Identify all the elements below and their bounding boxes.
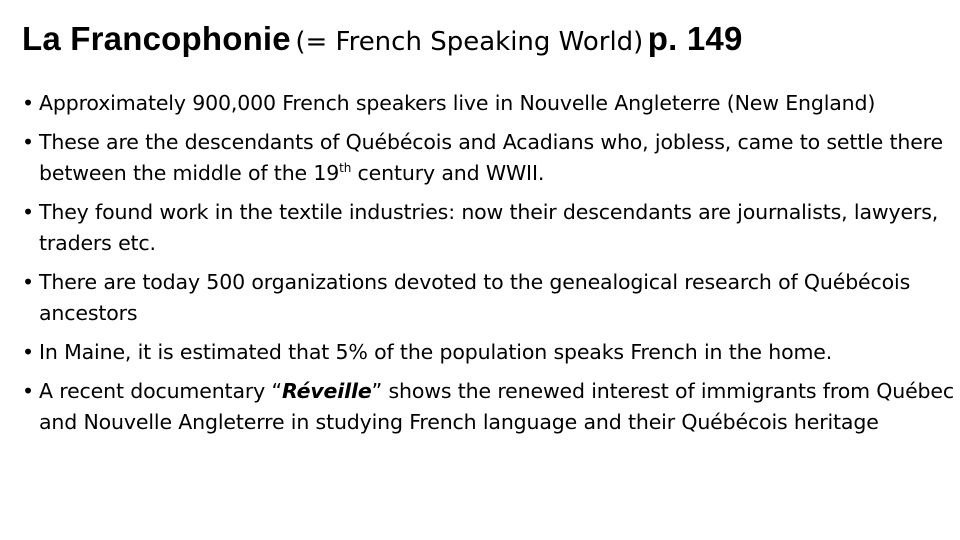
bullet-item	[22, 88, 957, 119]
bullet-item	[22, 376, 957, 438]
bullet-list	[22, 88, 957, 446]
bullet-text: There are today 500 organizations devoted to the genealogical research of Québécois ancestors	[39, 270, 911, 325]
bullet-marker: •	[22, 340, 34, 364]
bullet-marker: •	[22, 91, 34, 115]
documentary-title: Réveille	[281, 379, 372, 403]
bullet-marker: •	[22, 130, 34, 154]
bullet-marker: •	[22, 270, 34, 294]
bullet-text: These are the descendants of Québécois and Acadians who, jobless, came to settle there between the middle of the 19	[39, 130, 943, 185]
title-parenthetical: (= French Speaking World)	[295, 27, 644, 57]
bullet-item	[22, 127, 957, 189]
bullet-superscript: th	[339, 161, 352, 175]
title-main: La Francophonie	[22, 20, 291, 57]
bullet-text-continued: ” shows the renewed interest of immigrants from Québec and Nouvelle Angleterre in studying French language and their Québécois heritage	[39, 379, 955, 434]
bullet-text: A recent documentary “	[39, 379, 282, 403]
bullet-item	[22, 197, 957, 259]
bullet-text: In Maine, it is estimated that 5% of the population speaks French in the home.	[39, 340, 833, 364]
bullet-text: Approximately 900,000 French speakers live in Nouvelle Angleterre (New England)	[39, 91, 876, 115]
bullet-item	[22, 267, 957, 329]
bullet-item	[22, 337, 957, 368]
slide-title	[22, 14, 952, 71]
title-page-number: p. 149	[647, 20, 743, 57]
bullet-text-continued: century and WWII.	[351, 161, 545, 185]
bullet-marker: •	[22, 200, 34, 224]
bullet-marker: •	[22, 379, 34, 403]
bullet-text: They found work in the textile industries: now their descendants are journalists, lawyers, traders etc.	[39, 200, 939, 255]
